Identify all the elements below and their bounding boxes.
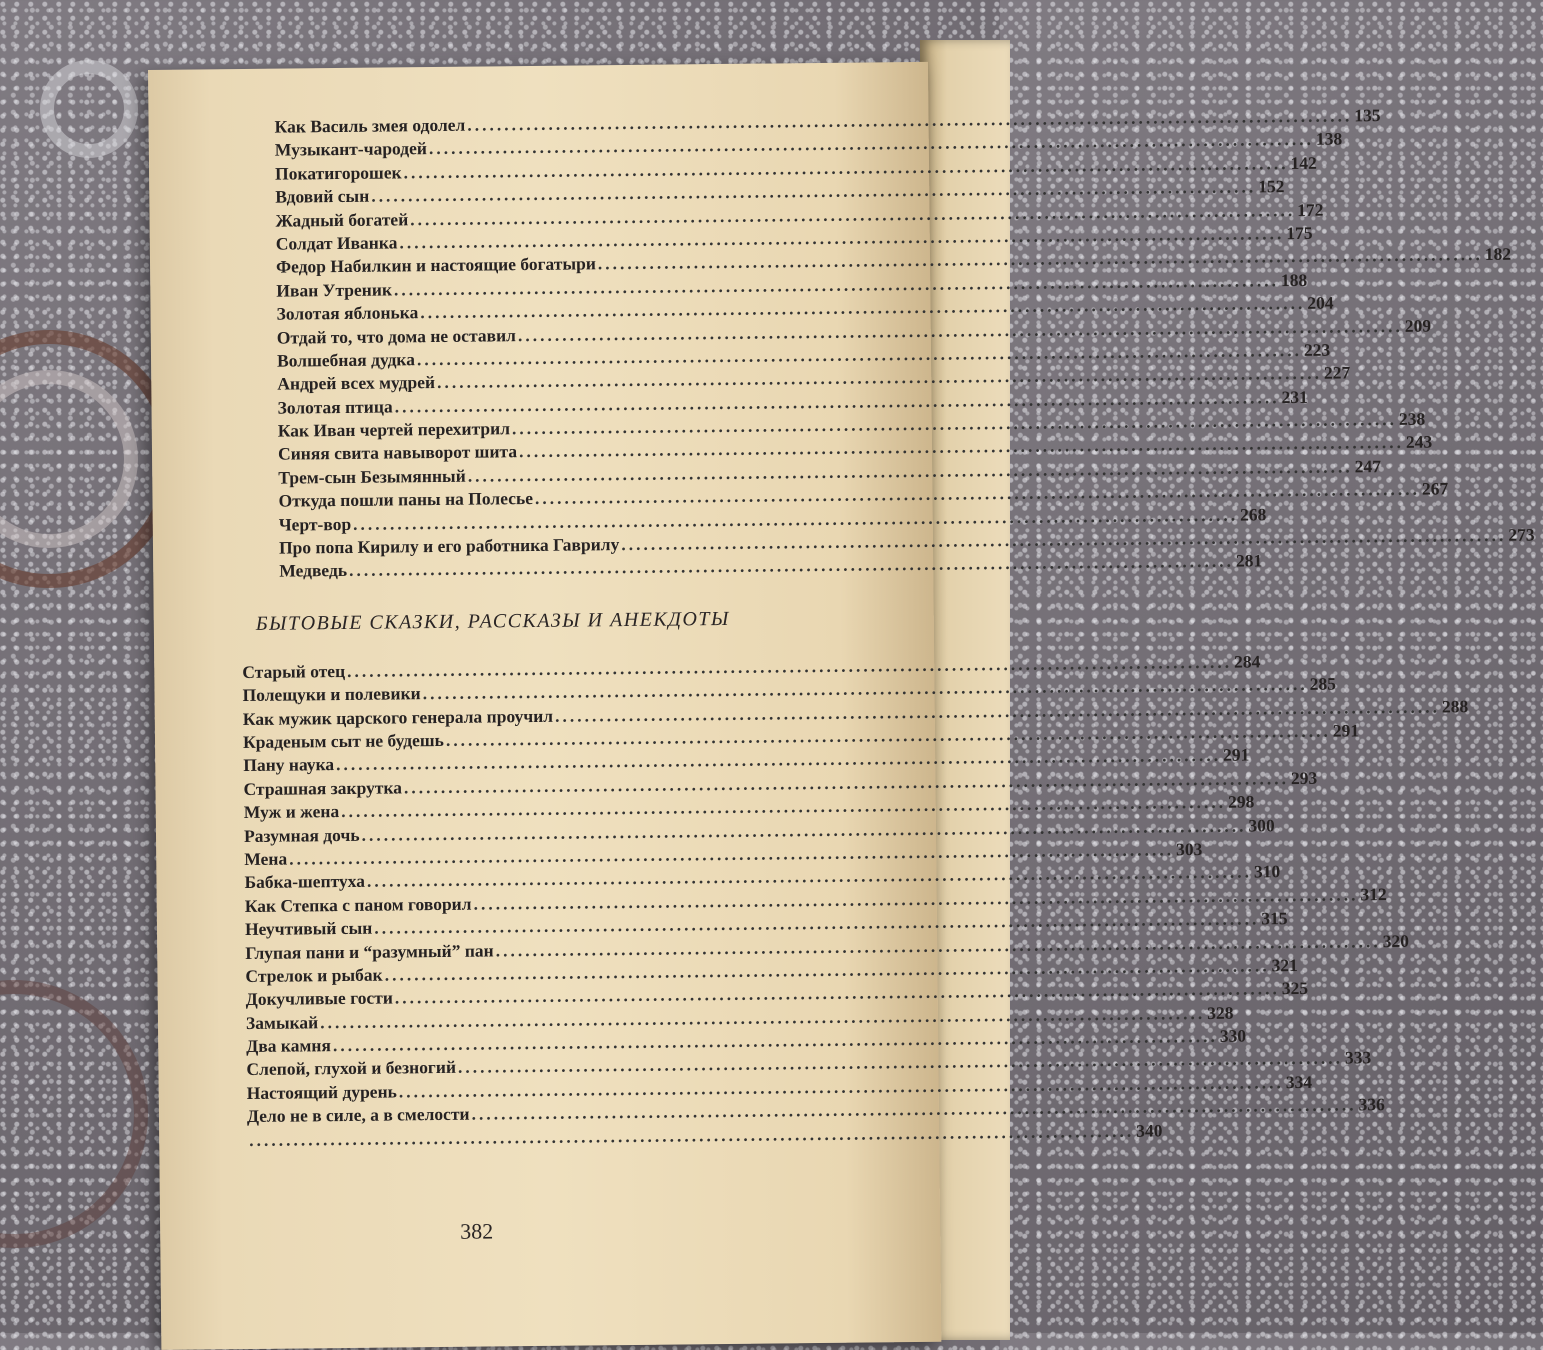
toc-leader-dots: ........................................................................................................................	[403, 767, 1290, 798]
toc-entry-title: Пану наука	[243, 754, 335, 776]
toc-entry-page: 312	[1360, 883, 1387, 905]
toc-entry-page: 273	[1508, 524, 1535, 545]
toc-entry-title: Про попа Кирилу и его работника Гаврилу	[278, 534, 620, 558]
toc-entry-page: 209	[1404, 315, 1432, 336]
toc-leader-dots: ........................................................................................................................	[428, 129, 1315, 159]
toc-entry-title: Как Иван чертей перехитрил	[277, 418, 511, 441]
toc-entry-title: Дело не в силе, а в смелости	[246, 1103, 470, 1127]
toc-entry-title: Разумная дочь	[243, 824, 360, 846]
toc-entry-page: 284	[1233, 651, 1261, 672]
toc-entry-title: Жадный богатей	[275, 208, 409, 231]
toc-entry-page: 267	[1421, 478, 1449, 499]
toc-entry-title: Бабка-шептуха	[244, 871, 366, 893]
toc-entry-page: 300	[1248, 814, 1275, 836]
toc-entry-title: Глупая пани и “разумный” пан	[245, 939, 494, 963]
toc-leader-dots: ........................................................................................................................	[436, 363, 1323, 393]
toc-entry-page: 182	[1484, 244, 1512, 265]
toc-entry-title: Золотая птица	[277, 396, 393, 418]
toc-leader-dots: ........................................................................................................................	[366, 861, 1253, 892]
toc-leader-dots: ........................................................................................................................	[346, 651, 1233, 681]
toc-entry-page: 285	[1309, 673, 1336, 695]
toc-entry-page: 334	[1285, 1071, 1313, 1092]
toc-entry-page: 336	[1358, 1094, 1385, 1115]
toc-entry-title: Два камня	[246, 1035, 331, 1057]
toc-entry-page: 223	[1303, 339, 1331, 360]
toc-leader-dots: ........................................................................................................................	[393, 269, 1280, 300]
toc-entry-title: Волшебная дудка	[276, 349, 416, 371]
toc-leader-dots: ........................................................................................................................	[394, 386, 1280, 417]
toc-entry-page: 321	[1271, 954, 1298, 976]
toc-entry-title: Федор Набилкин и настоящие богатыри	[275, 253, 596, 278]
toc-leader-dots: ........................................................................................................................	[320, 1002, 1206, 1032]
toc-entry-title: Муж и жена	[243, 801, 340, 823]
toc-entry-page: 204	[1307, 292, 1334, 313]
toc-entry-page: 330	[1219, 1025, 1247, 1046]
toc-entry-page: 243	[1405, 432, 1433, 453]
toc-leader-dots: ........................................................................................................................	[384, 955, 1270, 985]
toc-entry-page: 298	[1228, 791, 1255, 812]
toc-section-fairy-tales	[236, 105, 1535, 584]
toc-entry-page: 310	[1253, 861, 1281, 882]
toc-leader-dots: ........................................................................................................................	[403, 152, 1289, 183]
toc-leader-dots: ........................................................................................................................	[348, 551, 1235, 581]
toc-leader-dots: ........................................................................................................................	[249, 1120, 1135, 1150]
toc-leader-dots: ........................................................................................................................	[473, 884, 1359, 914]
toc-entry-title: Покатигорошек	[274, 162, 402, 184]
toc-leader-dots: ........................................................................................................................	[445, 720, 1331, 750]
toc-entry-page: 152	[1258, 176, 1285, 197]
toc-entry-title: Докучливые гости	[245, 987, 393, 1010]
table-of-contents	[236, 105, 1535, 1153]
toc-leader-dots: ........................................................................................................................	[332, 1025, 1218, 1056]
toc-leader-dots: ........................................................................................................................	[534, 478, 1420, 509]
toc-entry-title: Синяя свита навыворот шита	[277, 441, 518, 465]
toc-leader-dots: ........................................................................................................................	[518, 432, 1405, 462]
toc-entry-page: 188	[1280, 269, 1308, 290]
background-pattern-ring	[0, 980, 148, 1248]
toc-entry-page: 293	[1290, 767, 1318, 788]
toc-entry-title: Андрей всех мудрей	[277, 372, 436, 394]
toc-leader-dots: ........................................................................................................................	[361, 815, 1247, 845]
toc-leader-dots: ........................................................................................................................	[495, 930, 1381, 960]
toc-entry-page: 247	[1354, 455, 1382, 477]
toc-entry-page: 268	[1239, 503, 1267, 525]
toc-entry-title: Замыкай	[245, 1011, 319, 1033]
toc-entry-title: Иван Утреник	[276, 279, 393, 301]
toc-leader-dots: ........................................................................................................................	[341, 791, 1227, 822]
toc-leader-dots: ........................................................................................................................	[554, 696, 1441, 726]
toc-leader-dots: ........................................................................................................................	[416, 339, 1303, 370]
toc-entry-page: 172	[1297, 199, 1324, 220]
toc-entry-page: 231	[1281, 386, 1308, 407]
toc-entry-page: 135	[1354, 105, 1381, 126]
toc-entry-page: 142	[1290, 152, 1317, 173]
toc-leader-dots: ........................................................................................................................	[517, 315, 1403, 345]
background-pattern-ring	[40, 60, 138, 158]
toc-leader-dots: ........................................................................................................................	[457, 1047, 1344, 1078]
toc-entry-title: Как мужик царского генерала проучил	[242, 705, 554, 729]
toc-leader-dots: ........................................................................................................................	[353, 504, 1239, 534]
toc-entry-page: 291	[1332, 720, 1360, 741]
toc-entry-title: Вдовий сын	[275, 185, 370, 207]
toc-entry-title: Мена	[244, 848, 288, 869]
toc-leader-dots: ........................................................................................................................	[371, 176, 1257, 206]
toc-entry-title: Отдай то, что дома не оставил	[276, 324, 517, 348]
toc-entry-page: 333	[1344, 1047, 1372, 1068]
toc-entry-page: 325	[1281, 978, 1309, 999]
toc-leader-dots: ........................................................................................................................	[336, 745, 1222, 775]
toc-leader-dots: ........................................................................................................................	[471, 1094, 1357, 1124]
toc-leader-dots: ........................................................................................................................	[289, 839, 1175, 869]
toc-entry-page: 303	[1176, 838, 1203, 860]
toc-leader-dots: ........................................................................................................................	[621, 524, 1507, 555]
toc-entry-title: Черт-вор	[278, 513, 352, 535]
toc-entry-title: Как Степка с паном говорил	[244, 893, 472, 916]
toc-entry-title: Как Василь змея одолел	[274, 114, 466, 137]
toc-leader-dots: ........................................................................................................................	[467, 105, 1353, 135]
toc-entry-page: 175	[1286, 222, 1313, 244]
toc-entry-page: 238	[1398, 408, 1426, 429]
toc-entry-title: Страшная закрутка	[243, 777, 403, 799]
toc-entry-title: Стрелок и рыбак	[245, 964, 383, 986]
toc-entry-title: Краденым сыт не будешь	[242, 729, 444, 753]
toc-entry-title: Откуда пошли паны на Полесье	[278, 488, 534, 511]
toc-entry-page: 291	[1222, 744, 1250, 766]
toc-leader-dots: ........................................................................................................................	[398, 1072, 1284, 1102]
toc-entry-title: Золотая яблонька	[276, 302, 419, 324]
toc-leader-dots: ........................................................................................................................	[422, 674, 1308, 704]
toc-leader-dots: ........................................................................................................................	[597, 244, 1483, 274]
toc-leader-dots: ........................................................................................................................	[410, 199, 1296, 229]
toc-leader-dots: ........................................................................................................................	[394, 978, 1280, 1008]
toc-section-everyday-tales	[242, 651, 1469, 1153]
toc-entry-title: Настоящий дурень	[246, 1081, 397, 1103]
section-heading: БЫТОВЫЕ СКАЗКИ, РАССКАЗЫ И АНЕКДОТЫ	[255, 607, 731, 635]
toc-entry-page: 315	[1261, 908, 1288, 929]
toc-entry-page: 138	[1315, 128, 1343, 150]
toc-entry-title: Солдат Иванка	[275, 232, 398, 254]
toc-entry-page: 281	[1235, 550, 1263, 572]
toc-entry-title: Неучтивый сын	[244, 917, 373, 940]
toc-entry-title: Слепой, глухой и безногий	[246, 1057, 457, 1080]
toc-entry-title: Трем-сын Безымянный	[278, 465, 466, 488]
toc-entry-title: Полещуки и полевики	[242, 683, 421, 706]
toc-entry-page: 328	[1207, 1002, 1234, 1023]
toc-entry-title: Медведь	[279, 560, 348, 582]
toc-entry-page: 288	[1441, 695, 1469, 717]
page-number: 382	[460, 1218, 494, 1244]
toc-leader-dots: ........................................................................................................................	[467, 456, 1353, 486]
toc-entry-page: 320	[1382, 930, 1409, 951]
toc-entry-page: 227	[1323, 362, 1351, 383]
toc-entry-title: Старый отец	[242, 660, 346, 682]
toc-leader-dots: ........................................................................................................................	[399, 223, 1285, 253]
toc-leader-dots: ........................................................................................................................	[374, 908, 1260, 938]
toc-leader-dots: ........................................................................................................................	[511, 409, 1398, 439]
toc-entry-title: Музыкант-чародей	[274, 138, 428, 161]
toc-entry-page: 340	[1136, 1120, 1163, 1141]
toc-leader-dots: ........................................................................................................................	[420, 293, 1306, 323]
book-page	[148, 62, 1535, 1350]
